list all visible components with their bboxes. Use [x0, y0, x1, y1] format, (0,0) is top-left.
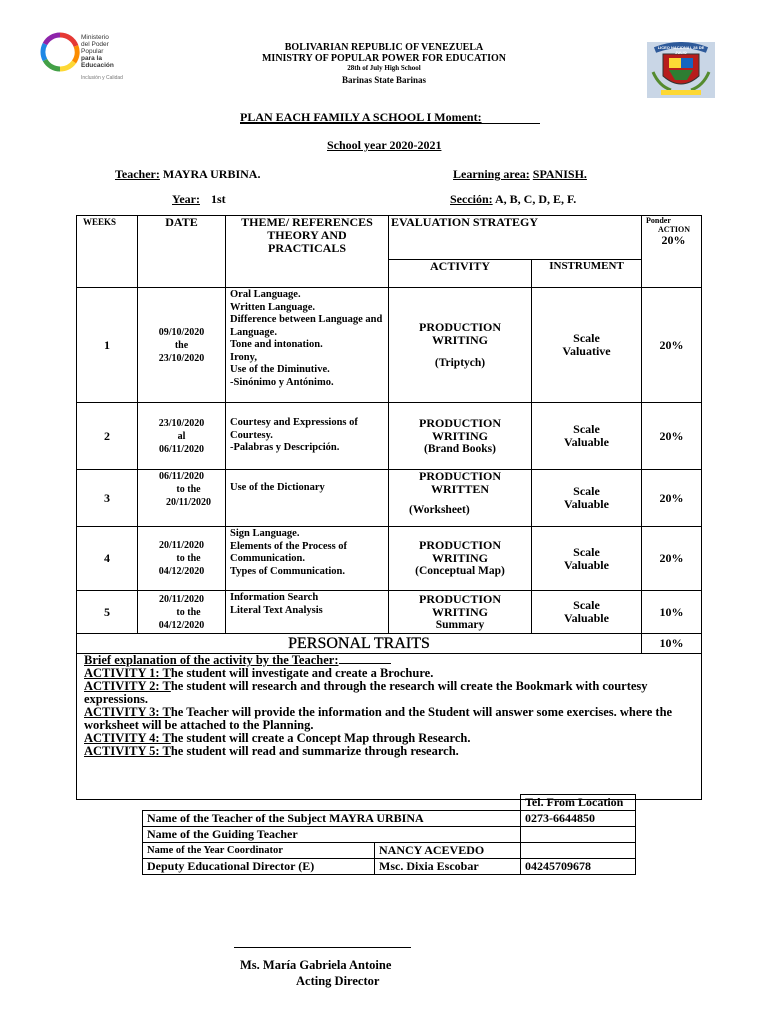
theme-item: Use of the Dictionary: [230, 482, 325, 493]
header-pct: 20%: [661, 233, 686, 247]
activity-product: (Triptych): [434, 356, 486, 369]
date-start: 09/10/2020: [158, 326, 205, 338]
theme-cell: [226, 288, 389, 403]
logo-tagline: Inclusión y Calidad: [81, 75, 123, 81]
theme-item: Tone and intonation.: [230, 339, 323, 350]
date-cell: [138, 591, 226, 634]
date-connector: the: [174, 339, 189, 351]
logo-line-3: para la Educación: [81, 55, 114, 69]
brief-underline: [339, 654, 391, 664]
section-value: A, B, C, D, E, F.: [495, 192, 577, 206]
instrument-line: Scale: [573, 331, 600, 345]
teacher-info: [115, 167, 260, 182]
instrument-line: Valuable: [564, 435, 609, 449]
table-row: [143, 811, 636, 827]
activity-line: PRODUCTION: [418, 469, 501, 483]
signature-role: Acting Director: [296, 974, 380, 988]
activity-label: ACTIVITY 1: T: [84, 666, 171, 680]
week-cell: 3: [77, 470, 138, 527]
instrument-cell: [532, 527, 642, 591]
header-state: Barinas State Barinas: [341, 75, 426, 85]
activity-paragraph: [84, 706, 694, 732]
date-start: 20/11/2020: [158, 593, 204, 605]
date-end: 23/10/2020: [158, 352, 205, 364]
theme-item: Literal Text Analysis: [230, 604, 323, 616]
table-row: [77, 403, 702, 470]
activity-label: ACTIVITY 4: T: [84, 731, 171, 745]
header-ponder-label: Ponder: [646, 216, 671, 225]
instrument-line: Scale: [573, 544, 600, 559]
year-value: 1st: [210, 192, 226, 206]
date-start: 20/11/2020: [158, 540, 204, 551]
activity-label: ACTIVITY 2: T: [84, 679, 171, 693]
plan-table: [76, 215, 702, 800]
personal-traits-label: PERSONAL TRAITS: [77, 634, 642, 654]
activity-line: WRITING: [431, 428, 488, 443]
logo-line-1: Ministerio: [81, 34, 109, 41]
instrument-cell: [532, 470, 642, 527]
activity-product: (Conceptual Map): [415, 565, 505, 577]
teacher-label: Teacher:: [115, 167, 160, 181]
table-row: [143, 827, 636, 843]
activity-line: WRITING: [431, 604, 488, 619]
theme-cell: [226, 591, 389, 634]
brief-label: Brief explanation of the activity by the Teacher:: [84, 653, 339, 667]
deputy-director-tel: 04245709678: [521, 859, 636, 875]
activity-line: PRODUCTION: [418, 591, 501, 606]
coordinator-label: Name of the Year Coordinator: [143, 843, 375, 859]
plan-title-wrapper: [240, 110, 540, 124]
activity-line: WRITING: [431, 332, 488, 347]
activity-text: he student will investigate and create a Brochure.: [170, 666, 434, 680]
year-info: [172, 192, 226, 207]
header-ponder: [642, 216, 702, 288]
date-cell: [138, 470, 226, 527]
header-date: DATE: [138, 216, 226, 288]
section-info: [450, 192, 576, 207]
area-label: Learning area:: [453, 167, 530, 181]
percent-cell: 20%: [642, 403, 702, 470]
activity-product: (Worksheet): [409, 504, 470, 516]
theme-item: Courtesy and Expressions of Courtesy.: [230, 417, 358, 441]
date-cell: [138, 288, 226, 403]
activity-text: he student will read and summarize through research.: [170, 744, 459, 758]
week-cell: 4: [77, 527, 138, 591]
instrument-line: Valuative: [562, 344, 611, 358]
theme-item: Use of the Diminutive.: [230, 364, 330, 375]
crest-text: LICEO NACIONAL 28 DE JULIO: [657, 45, 705, 55]
theme-cell: [226, 470, 389, 527]
school-year: School year 2020-2021: [327, 138, 442, 152]
theme-item: Types of Communication.: [230, 565, 346, 577]
header-theme: [226, 216, 389, 288]
week-cell: 2: [77, 403, 138, 470]
theme-item: Sign Language.: [230, 528, 300, 539]
coordinator-name: NANCY ACEVEDO: [375, 843, 521, 859]
activity-label: ACTIVITY 3: T: [84, 705, 171, 719]
header-school: 28th of July High School: [347, 64, 421, 72]
instrument-line: Scale: [573, 484, 600, 498]
signature-line: [234, 947, 411, 948]
table-row: [143, 843, 636, 859]
deputy-director-label: Deputy Educational Director (E): [143, 859, 375, 875]
contacts-blank: [143, 795, 521, 811]
activity-line: WRITTEN: [430, 482, 489, 496]
instrument-line: Valuable: [564, 557, 609, 572]
personal-traits-row: [77, 634, 702, 654]
contacts-header-row: [143, 795, 636, 811]
instrument-cell: [532, 288, 642, 403]
instrument-line: Scale: [573, 422, 600, 436]
header-theme-1: THEME/ REFERENCES: [241, 215, 373, 229]
activity-cell: [389, 591, 532, 634]
area-value: SPANISH.: [532, 167, 587, 181]
table-row: [143, 859, 636, 875]
table-row: [77, 591, 702, 634]
section-label: Sección:: [450, 192, 493, 206]
theme-item: Difference between Language and Language.: [230, 314, 383, 338]
plan-title: PLAN EACH FAMILY A SCHOOL I Moment:: [240, 110, 482, 124]
instrument-line: Scale: [573, 598, 600, 612]
activity-product: (Brand Books): [424, 442, 496, 455]
date-connector: to the: [176, 606, 201, 618]
theme-item: -Sinónimo y Antónimo.: [230, 376, 334, 388]
activity-line: PRODUCTION: [418, 538, 501, 552]
activity-label: ACTIVITY 5: T: [84, 744, 171, 758]
activity-text: he student will research and through the research will create the Bookmark with courtesy expressions.: [84, 679, 648, 706]
table-row: [77, 288, 702, 403]
instrument-cell: [532, 591, 642, 634]
theme-item: -Palabras y Descripción.: [230, 442, 340, 454]
activity-text: he Teacher will provide the information and the Student will answer some exercises. where the worksheet will be attached to the Planning.: [84, 705, 673, 732]
date-connector: to the: [176, 553, 201, 564]
activity-paragraph: [84, 680, 694, 706]
activity-cell: [389, 527, 532, 591]
year-label: Year:: [172, 192, 200, 206]
header-action-label: ACTION: [658, 225, 691, 234]
date-cell: [138, 403, 226, 470]
date-end: 06/11/2020: [158, 443, 204, 455]
activity-product: Summary: [435, 618, 485, 631]
week-cell: 1: [77, 288, 138, 403]
activity-text: he student will create a Concept Map through Research.: [170, 731, 471, 745]
explanation-row: [77, 654, 702, 800]
date-start: 06/11/2020: [158, 471, 204, 482]
table-row: [77, 470, 702, 527]
area-info: [453, 167, 587, 182]
theme-item: Elements of the Process of Communication.: [230, 540, 348, 564]
header-weeks: WEEKS: [77, 216, 138, 288]
instrument-line: Valuable: [564, 497, 609, 511]
header-instrument: INSTRUMENT: [532, 260, 642, 288]
guiding-teacher-label: Name of the Guiding Teacher: [143, 827, 521, 843]
percent-cell: 20%: [642, 288, 702, 403]
coordinator-tel: [521, 843, 636, 859]
deputy-director-name: Msc. Dixia Escobar: [375, 859, 521, 875]
theme-item: Irony,: [230, 351, 257, 363]
date-end: 20/11/2020: [165, 497, 211, 508]
header-eval: EVALUATION STRATEGY: [389, 216, 642, 260]
logo-line-2: del Poder Popular: [81, 41, 109, 55]
activity-paragraph: [84, 745, 694, 758]
theme-cell: [226, 527, 389, 591]
date-cell: [138, 527, 226, 591]
date-end: 04/12/2020: [158, 619, 205, 631]
date-end: 04/12/2020: [158, 566, 205, 577]
header-country: BOLIVARIAN REPUBLIC OF VENEZUELA: [284, 42, 484, 53]
percent-cell: 10%: [642, 591, 702, 634]
teacher-subject-label: Name of the Teacher of the Subject MAYRA URBINA: [143, 811, 521, 827]
week-cell: 5: [77, 591, 138, 634]
percent-cell: 20%: [642, 527, 702, 591]
theme-cell: [226, 403, 389, 470]
header-theme-2: THEORY AND PRACTICALS: [267, 228, 347, 255]
date-connector: al: [177, 430, 186, 442]
theme-item: Written Language.: [230, 301, 315, 313]
activity-cell: [389, 470, 532, 527]
activity-cell: [389, 403, 532, 470]
activity-line: PRODUCTION: [418, 319, 501, 334]
instrument-cell: [532, 403, 642, 470]
activity-cell: [389, 288, 532, 403]
contacts-table: [142, 794, 636, 875]
signature-name: Ms. María Gabriela Antoine: [240, 958, 392, 972]
personal-traits-pct: 10%: [642, 634, 702, 654]
header-activity: ACTIVITY: [389, 260, 532, 288]
instrument-line: Valuable: [564, 611, 609, 625]
activity-line: PRODUCTION: [418, 415, 501, 430]
table-header-row: [77, 216, 702, 260]
theme-item: Information Search: [230, 592, 319, 603]
percent-cell: 20%: [642, 470, 702, 527]
theme-item: Oral Language.: [230, 289, 301, 300]
teacher-value: MAYRA URBINA.: [162, 167, 261, 181]
tel-header: Tel. From Location: [521, 795, 636, 811]
header-ministry: MINISTRY OF POPULAR POWER FOR EDUCATION: [261, 53, 506, 64]
guiding-teacher-tel: [521, 827, 636, 843]
date-start: 23/10/2020: [158, 417, 205, 429]
activity-line: WRITING: [431, 551, 488, 565]
explanation-cell: [77, 654, 702, 800]
date-connector: to the: [176, 484, 201, 495]
teacher-tel: 0273-6644850: [521, 811, 636, 827]
table-row: [77, 527, 702, 591]
